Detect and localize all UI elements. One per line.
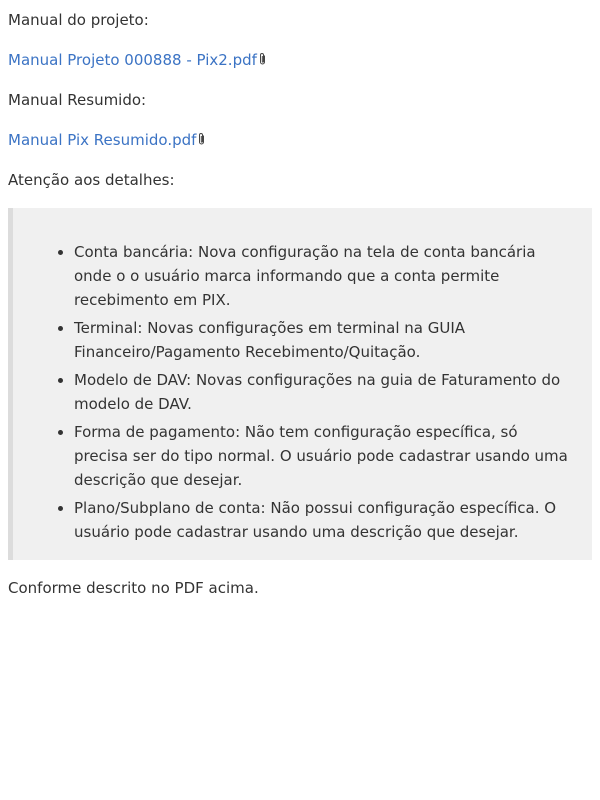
- details-list: [29, 240, 568, 544]
- details-item-bank-account: • Conta bancária: Nova configuração na tela de conta bancária onde o o usuário marca informando que a conta permite recebimento em PIX.: [74, 240, 568, 312]
- details-item-terminal: • Terminal: Novas configurações em terminal na GUIA Financeiro/Pagamento Recebimento/Quitação.: [74, 316, 568, 364]
- details-item-dav-model: • Modelo de DAV: Novas configurações na guia de Faturamento do modelo de DAV.: [74, 368, 568, 416]
- manual-link-paragraph: [8, 48, 592, 72]
- manual-attachment-link[interactable]: [8, 51, 268, 69]
- manual-label: Manual do projeto:: [8, 11, 149, 29]
- manual-attachment-link-text: Manual Projeto 000888 - Pix2.pdf: [8, 51, 257, 69]
- summary-label: Manual Resumido:: [8, 91, 147, 109]
- paperclip-icon: [197, 132, 207, 146]
- footer-text: Conforme descrito no PDF acima.: [8, 579, 259, 597]
- details-item-payment-method: • Forma de pagamento: Não tem configuração específica, só precisa ser do tipo normal. O usuário pode cadastrar usando uma descrição que desejar.: [74, 420, 568, 492]
- details-item-account-plan: • Plano/Subplano de conta: Não possui configuração específica. O usuário pode cadastrar usando uma descrição que desejar.: [74, 496, 568, 544]
- summary-link-paragraph: [8, 128, 592, 152]
- summary-attachment-link[interactable]: [8, 131, 207, 149]
- paperclip-icon: [258, 52, 268, 66]
- details-callout: [8, 208, 592, 560]
- summary-attachment-link-text: Manual Pix Resumido.pdf: [8, 131, 197, 149]
- details-label: Atenção aos detalhes:: [8, 171, 175, 189]
